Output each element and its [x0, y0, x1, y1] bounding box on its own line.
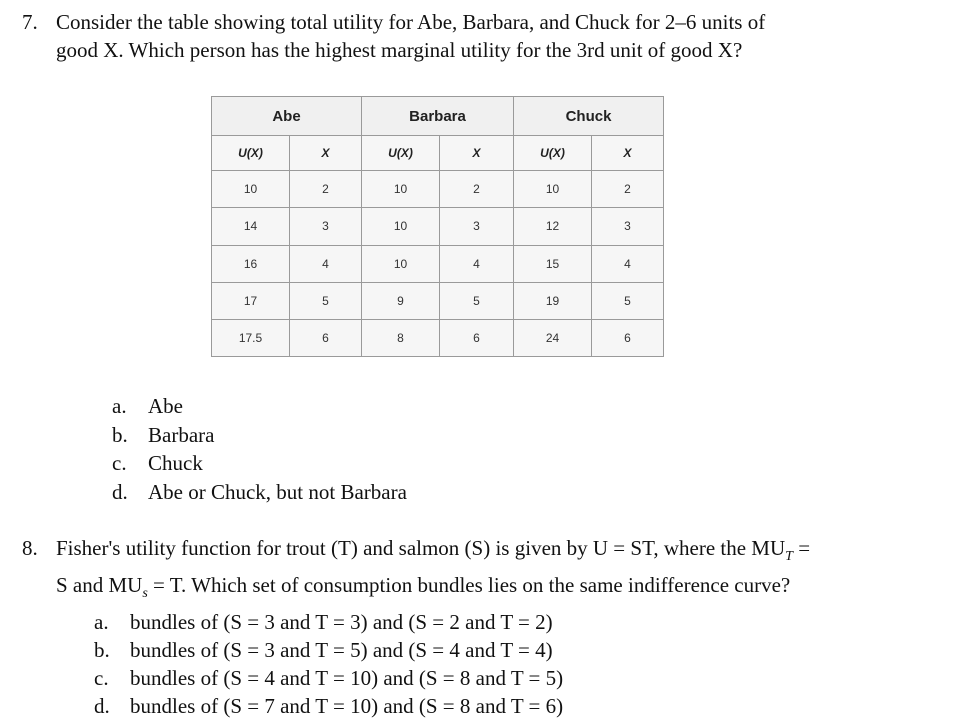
table-cell: 3 — [592, 208, 664, 245]
question-8-line1-main: Fisher's utility function for trout (T) and salmon (S) is given by U = ST, where the MU — [56, 536, 786, 560]
person-header-barbara: Barbara — [362, 97, 514, 136]
person-header-abe: Abe — [212, 97, 362, 136]
table-cell: 2 — [440, 171, 514, 208]
answer-option-d[interactable] — [112, 478, 407, 507]
table-cell: 10 — [212, 171, 290, 208]
answer-text: bundles of (S = 3 and T = 3) and (S = 2 and T = 2) — [130, 610, 553, 635]
table-cell: 6 — [440, 319, 514, 356]
question-8 — [22, 534, 952, 720]
col-head: U(X) — [514, 136, 592, 171]
table-cell: 4 — [592, 245, 664, 282]
table-row — [212, 208, 664, 245]
table-cell: 9 — [362, 282, 440, 319]
table-cell: 10 — [362, 245, 440, 282]
answer-text: Abe or Chuck, but not Barbara — [148, 479, 407, 504]
question-8-text-line2 — [56, 571, 952, 608]
table-cell: 4 — [290, 245, 362, 282]
question-8-number: 8. — [22, 536, 38, 560]
table-cell: 15 — [514, 245, 592, 282]
answer-text: Barbara — [148, 422, 215, 447]
answer-option-d[interactable] — [94, 692, 952, 720]
question-8-text-line1 — [56, 534, 952, 571]
table-row — [212, 319, 664, 356]
table-cell: 6 — [592, 319, 664, 356]
question-8-line1-end: = — [792, 536, 811, 560]
question-8-line2-b: = T. Which set of consumption bundles lies on the same indifference curve? — [147, 573, 791, 598]
table-row — [212, 245, 664, 282]
table-cell: 17.5 — [212, 319, 290, 356]
table-cell: 3 — [290, 208, 362, 245]
col-head: U(X) — [212, 136, 290, 171]
answer-letter: c. — [94, 666, 109, 691]
answer-text: Chuck — [148, 451, 203, 475]
person-header-chuck: Chuck — [514, 97, 664, 136]
table-row — [212, 171, 664, 208]
answer-letter: a. — [112, 394, 127, 418]
answer-option-a[interactable] — [112, 392, 407, 421]
table-cell: 5 — [592, 282, 664, 319]
question-7-text-line1: Consider the table showing total utility for Abe, Barbara, and Chuck for 2–6 units of — [56, 10, 766, 34]
subscript-s: s — [142, 586, 148, 602]
table-cell: 4 — [440, 245, 514, 282]
table-cell: 24 — [514, 319, 592, 356]
question-8-line2-a: S and MU — [56, 573, 143, 598]
answer-option-c[interactable] — [94, 664, 952, 692]
table-cell: 2 — [592, 171, 664, 208]
subscript-t: T — [785, 549, 793, 565]
answer-option-b[interactable] — [94, 636, 952, 664]
table-cell: 10 — [362, 208, 440, 245]
answer-text: bundles of (S = 4 and T = 10) and (S = 8 and T = 5) — [130, 666, 564, 691]
table-cell: 5 — [290, 282, 362, 319]
answer-text: bundles of (S = 7 and T = 10) and (S = 8 and T = 6) — [130, 694, 564, 719]
table-cell: 3 — [440, 208, 514, 245]
utility-table — [211, 96, 664, 357]
col-head: U(X) — [362, 136, 440, 171]
table-cell: 8 — [362, 319, 440, 356]
question-7-number: 7. — [22, 10, 38, 34]
table-cell: 16 — [212, 245, 290, 282]
answer-letter: d. — [94, 694, 110, 719]
question-7-answers — [112, 392, 407, 506]
table-person-row — [212, 97, 664, 136]
table-cell: 10 — [514, 171, 592, 208]
table-cell: 2 — [290, 171, 362, 208]
answer-option-a[interactable] — [94, 608, 952, 636]
col-head: X — [592, 136, 664, 171]
answer-letter: b. — [112, 422, 128, 447]
col-head: X — [440, 136, 514, 171]
table-cell: 19 — [514, 282, 592, 319]
question-7-text-line2: good X. Which person has the highest marginal utility for the 3rd unit of good X? — [56, 38, 743, 62]
question-8-answers — [94, 608, 952, 720]
utility-table-image — [211, 96, 663, 357]
answer-letter: d. — [112, 479, 128, 504]
question-7 — [22, 8, 942, 64]
answer-option-b[interactable] — [112, 421, 407, 450]
table-cell: 5 — [440, 282, 514, 319]
table-cell: 10 — [362, 171, 440, 208]
table-cell: 12 — [514, 208, 592, 245]
col-head: X — [290, 136, 362, 171]
table-cell: 6 — [290, 319, 362, 356]
answer-letter: c. — [112, 451, 127, 475]
table-cell: 14 — [212, 208, 290, 245]
answer-text: bundles of (S = 3 and T = 5) and (S = 4 and T = 4) — [130, 638, 553, 663]
table-column-header-row — [212, 136, 664, 171]
answer-text: Abe — [148, 394, 183, 418]
answer-letter: a. — [94, 610, 109, 635]
answer-option-c[interactable] — [112, 449, 407, 478]
table-cell: 17 — [212, 282, 290, 319]
table-row — [212, 282, 664, 319]
answer-letter: b. — [94, 638, 110, 663]
